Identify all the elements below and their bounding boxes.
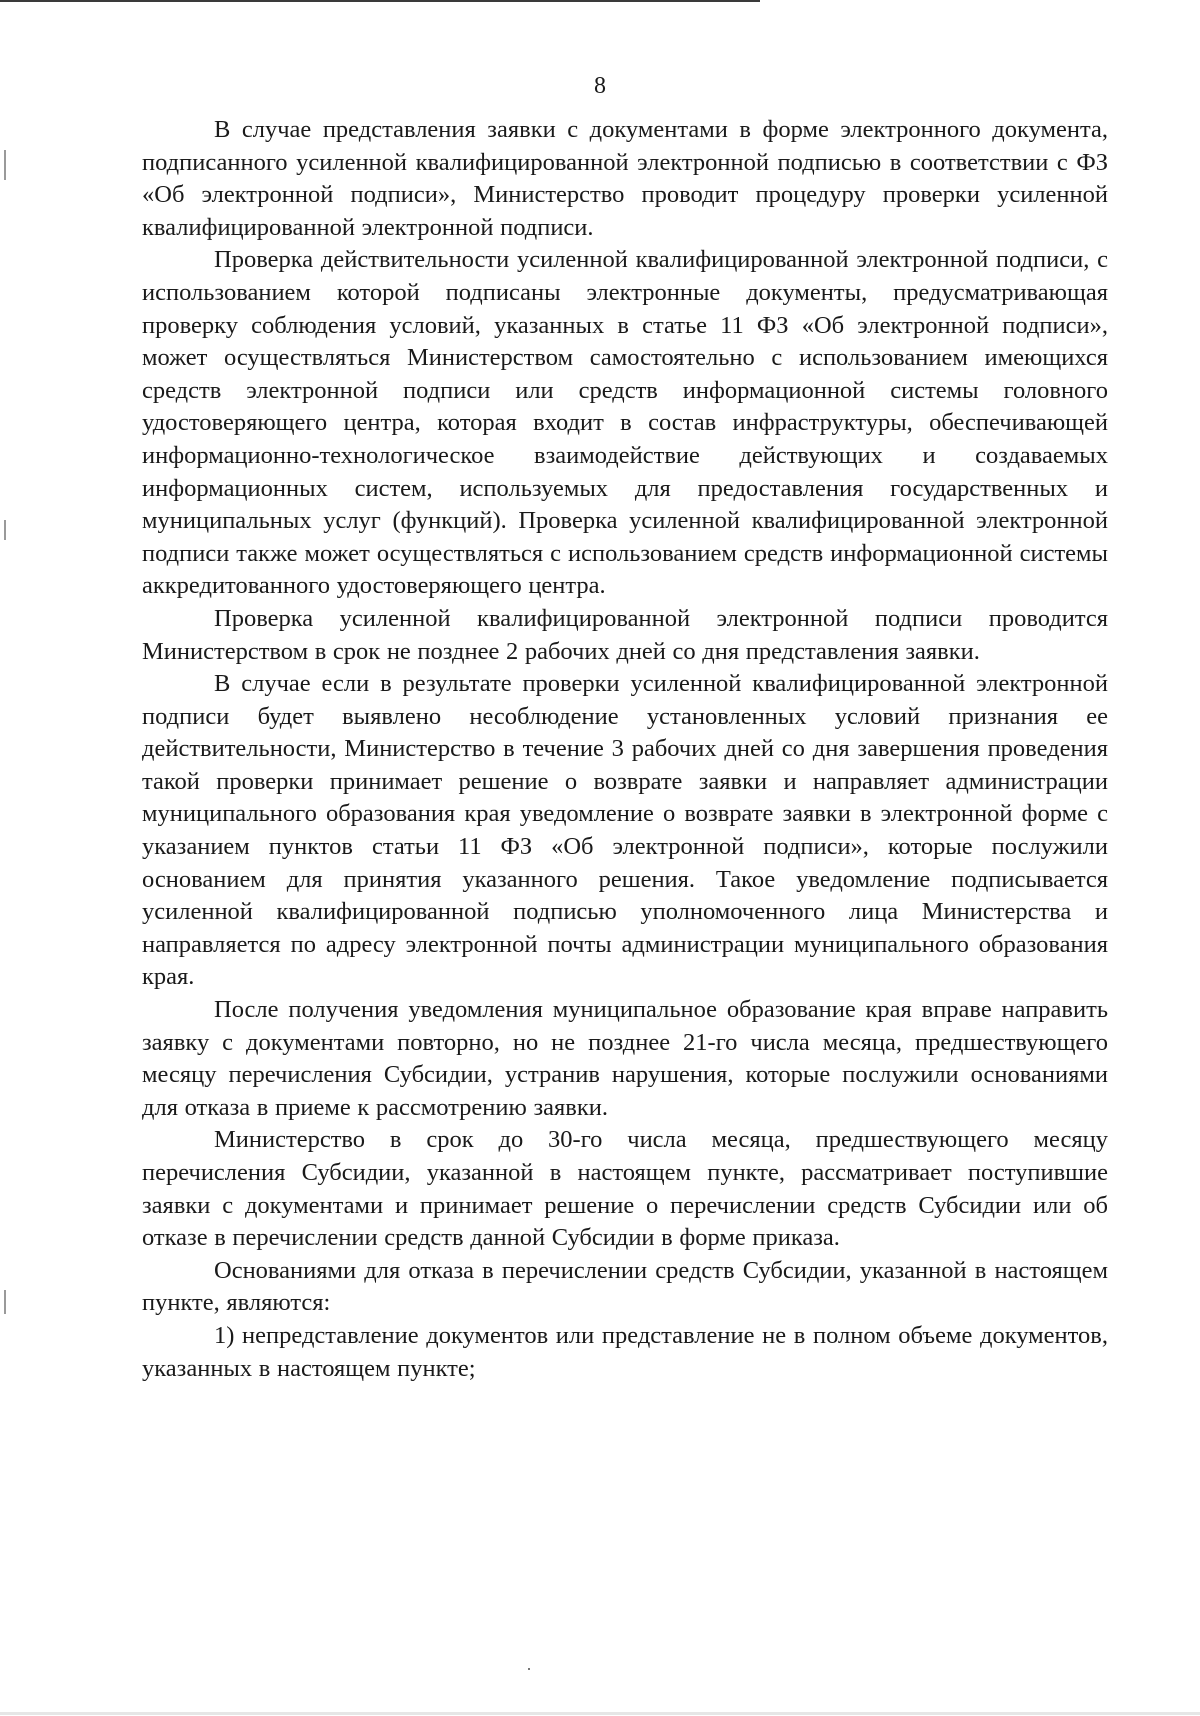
paragraph: В случае если в результате проверки усиленной квалифицированной электронной подписи будет выявлено несоблюдение установленных условий признания ее действительности, Министерство в течение 3 рабочих дней со дня завершения проведения такой проверки принимает решение о возврате заявки и направляет администрации муниципального образования края уведомление о возврате заявки в электронной форме с указанием пунктов статьи 11 ФЗ «Об электронной подписи», которые послужили основанием для принятия указанного решения. Такое уведомление подписывается усиленной квалифицированной подписью уполномоченного лица Министерства и направляется по адресу электронной почты администрации муниципального образования края. [142, 670, 1108, 991]
scan-bottom-edge [0, 1712, 1200, 1715]
document-body [142, 114, 1108, 1385]
paragraph: После получения уведомления муниципальное образование края вправе направить заявку с документами повторно, но не позднее 21-го числа месяца, предшествующего месяцу перечисления Субсидии, устранив нарушения, которые послужили основаниями для отказа в приеме к рассмотрению заявки. [142, 996, 1108, 1121]
scan-speck [528, 1668, 530, 1670]
scan-top-edge [0, 0, 760, 2]
paragraph: Основаниями для отказа в перечислении средств Субсидии, указанной в настоящем пункте, являются: [142, 1256, 1108, 1317]
scan-margin-mark [4, 1290, 6, 1314]
paragraph: 1) непредставление документов или представление не в полном объеме документов, указанных в настоящем пункте; [142, 1321, 1108, 1382]
paragraph: Министерство в срок до 30-го числа месяца, предшествующего месяцу перечисления Субсидии, указанной в настоящем пункте, рассматривает поступившие заявки с документами и принимает решение о перечислении средств Субсидии или об отказе в перечислении средств данной Субсидии в форме приказа. [142, 1126, 1108, 1252]
paragraph: Проверка действительности усиленной квалифицированной электронной подписи, с использованием которой подписаны электронные документы, предусматривающая проверку соблюдения условий, указанных в статье 11 ФЗ «Об электронной подписи», может осуществляться Министерством самостоятельно с использованием имеющихся средств электронной подписи или средств информационной системы головного удостоверяющего центра, которая входит в состав инфраструктуры, обеспечивающей информационно-технологическое взаимодействие действующих и создаваемых информационных систем, используемых для предоставления государственных и муниципальных услуг (функций). Проверка усиленной квалифицированной электронной подписи также может осуществляться с использованием средств информационной системы аккредитованного удостоверяющего центра. [142, 246, 1108, 600]
page-number: 8 [594, 73, 606, 99]
paragraph: В случае представления заявки с документами в форме электронного документа, подписанного усиленной квалифицированной электронной подписью в соответствии с ФЗ «Об электронной подписи», Министерство проводит процедуру проверки усиленной квалифицированной электронной подписи. [142, 116, 1108, 241]
paragraph: Проверка усиленной квалифицированной электронной подписи проводится Министерством в срок не позднее 2 рабочих дней со дня представления заявки. [142, 604, 1108, 665]
scan-margin-mark [4, 520, 6, 540]
scan-margin-mark [4, 150, 6, 180]
